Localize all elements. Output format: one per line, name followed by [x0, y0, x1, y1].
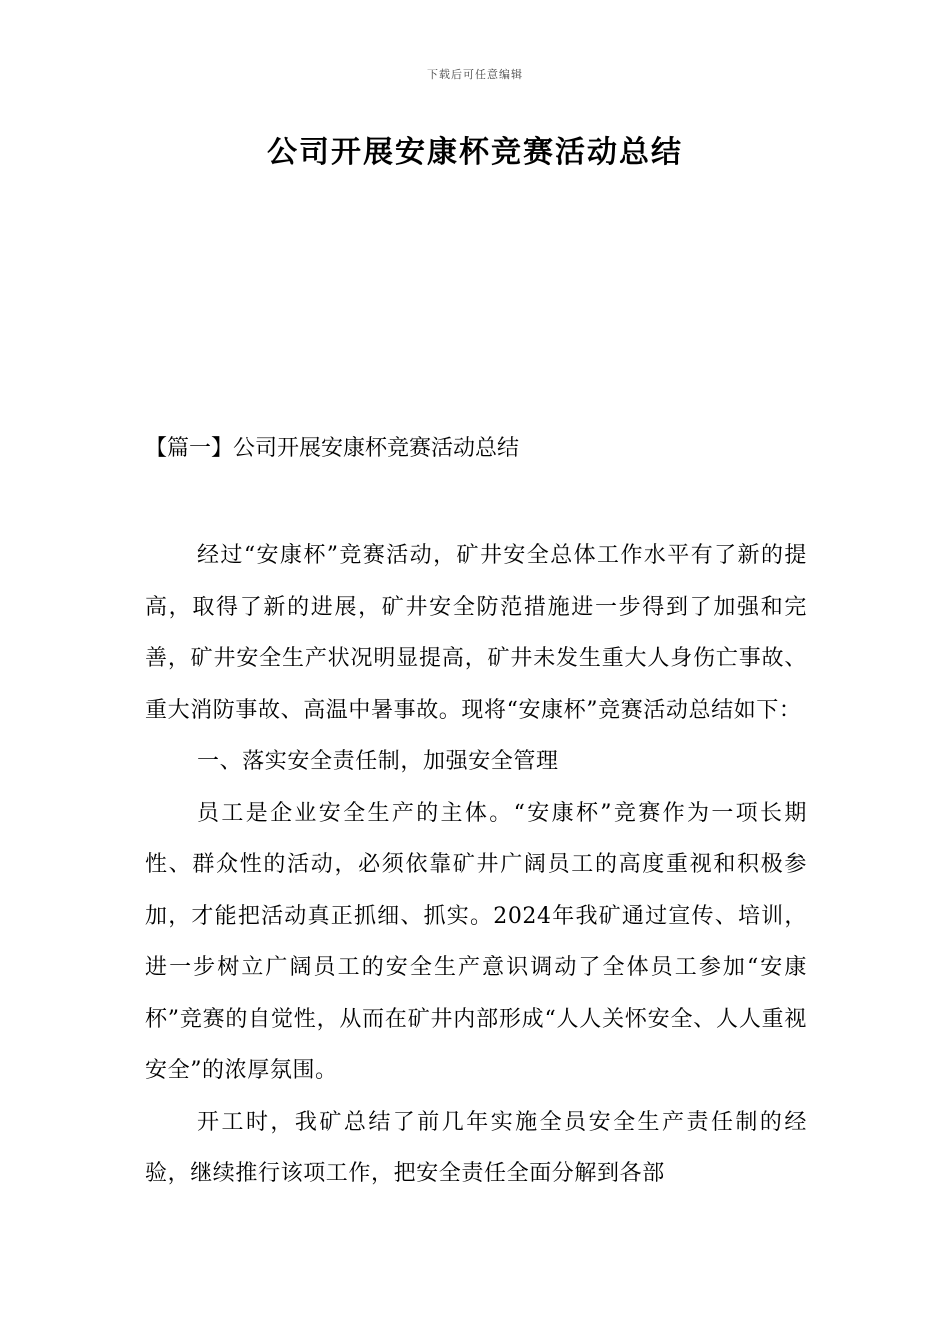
section-heading: 【篇一】公司开展安康杯竞赛活动总结 — [145, 436, 520, 461]
body-text — [145, 530, 807, 1200]
paragraph-subheading: 一、落实安全责任制，加强安全管理 — [197, 749, 559, 774]
paragraph: 员工是企业安全生产的主体。“安康杯”竞赛作为一项长期性、群众性的活动，必须依靠矿井广阔员工的高度重视和积极参加，才能把活动真正抓细、抓实。2024年我矿通过宣传、培训，进一步树立广阔员工的安全生产意识调动了全体员工参加“安康杯”竞赛的自觉性，从而在矿井内部形成“人人关怀安全、人人重视安全”的浓厚氛围。 — [145, 800, 807, 1083]
paragraph: 开工时，我矿总结了前几年实施全员安全生产责任制的经验，继续推行该项工作，把安全责任全面分解到各部 — [145, 1109, 807, 1186]
document-title: 公司开展安康杯竞赛活动总结 — [267, 135, 683, 170]
header-note: 下载后可任意编辑 — [427, 68, 523, 81]
paragraph: 经过“安康杯”竞赛活动，矿井安全总体工作水平有了新的提高，取得了新的进展，矿井安全防范措施进一步得到了加强和完善，矿井安全生产状况明显提高，矿井未发生重大人身伤亡事故、重大消防事故、高温中暑事故。现将“安康杯”竞赛活动总结如下： — [145, 543, 807, 723]
